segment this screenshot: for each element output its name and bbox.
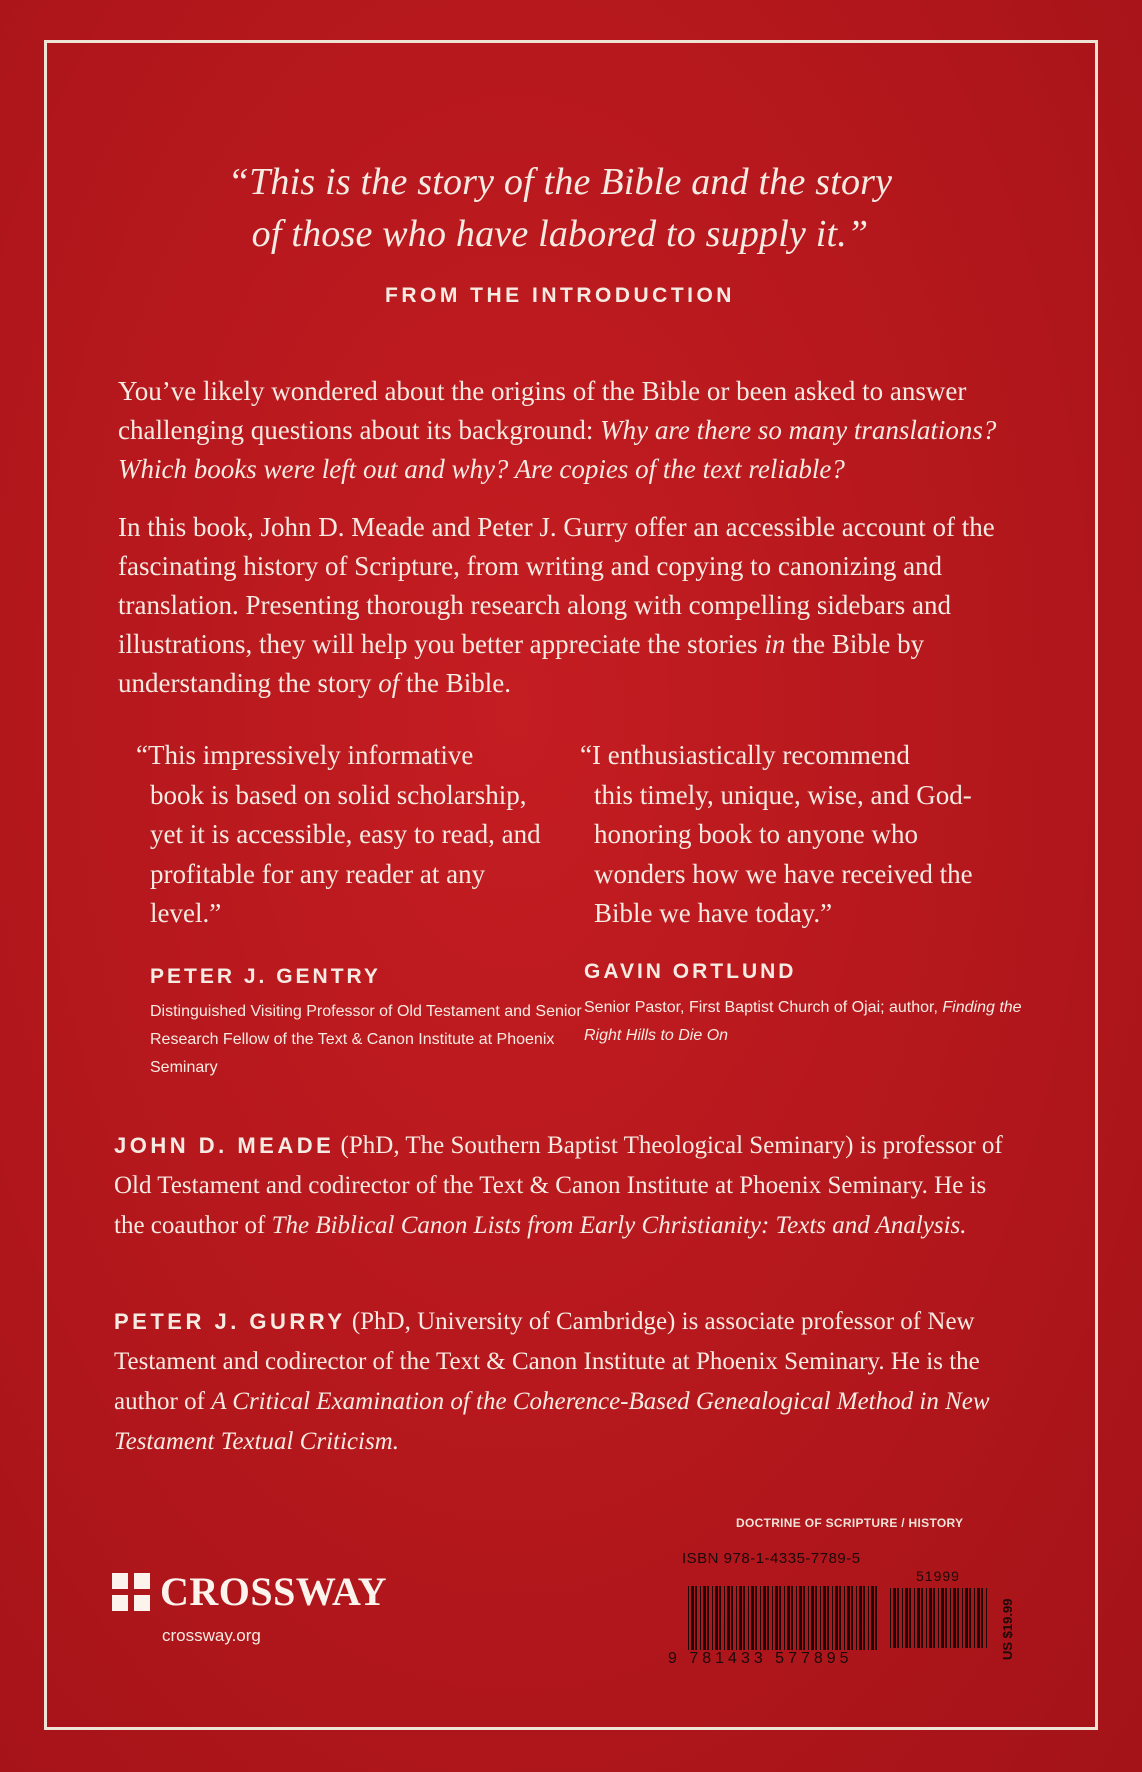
endorser-title-ortlund-text: Senior Pastor, First Baptist Church of Ojai; author,: [584, 999, 943, 1016]
barcode-bar: [715, 1586, 718, 1650]
barcode-bar: [763, 1586, 766, 1650]
barcode-bar: [736, 1586, 737, 1650]
barcode-bar: [695, 1586, 697, 1650]
barcode-bar: [724, 1586, 725, 1650]
barcode-bar: [751, 1586, 754, 1650]
barcode-bar: [827, 1586, 829, 1650]
barcode-bar: [820, 1586, 821, 1650]
publisher-url: crossway.org: [162, 1626, 261, 1645]
barcode-bar: [791, 1586, 793, 1650]
barcode-bar: [905, 1588, 908, 1648]
bisac-category: DOCTRINE OF SCRIPTURE / HISTORY: [736, 1516, 964, 1530]
barcode-bar: [941, 1588, 944, 1648]
endorser-title-gentry: Distinguished Visiting Professor of Old Testament and Senior Research Fellow of the Text & Canon Institute at Phoenix Seminary: [150, 1003, 582, 1076]
barcode-bar: [847, 1586, 850, 1650]
description-p2-text-b: the Bible by understanding the story: [118, 629, 925, 698]
barcode-bar: [945, 1588, 947, 1648]
barcode-bar: [743, 1586, 745, 1650]
barcode-bar: [688, 1586, 689, 1650]
barcode-bar: [844, 1586, 845, 1650]
barcode-bar: [902, 1588, 903, 1648]
barcode-bar: [727, 1586, 730, 1650]
description-p1-questions: Why are there so many translations? Which books were left out and why? Are copies of the text reliable?: [118, 415, 997, 484]
barcode-bar: [871, 1586, 874, 1650]
barcode-bar: [803, 1586, 805, 1650]
author-bio-meade: [114, 1126, 1014, 1246]
barcode-bar: [775, 1586, 778, 1650]
endorsement-quote-gentry: [136, 736, 556, 934]
publisher-logo: [112, 1568, 387, 1615]
barcode-bar: [719, 1586, 721, 1650]
barcode-bar: [981, 1588, 983, 1648]
publisher-name: CROSSWAY: [160, 1569, 388, 1614]
description-p2-in: in: [764, 629, 786, 659]
barcode-bar: [832, 1586, 833, 1650]
barcode-bar: [969, 1588, 971, 1648]
author-bio-meade-book: The Biblical Canon Lists from Early Christianity: Texts and Analysis.: [271, 1212, 967, 1239]
barcode-bar: [815, 1586, 817, 1650]
price-code: 51999: [916, 1568, 960, 1584]
barcode-bar: [926, 1588, 927, 1648]
author-bio-meade-text: (PhD, The Southern Baptist Theological Seminary) is professor of Old Testament and codirector of the Text & Canon Institute at Phoenix Seminary. He is the coauthor of: [114, 1132, 1003, 1239]
barcode-bar: [808, 1586, 809, 1650]
ean-digits: 9 781433 577895: [668, 1650, 853, 1667]
barcode-bar: [799, 1586, 802, 1650]
barcode-bar: [839, 1586, 841, 1650]
barcode-bar: [823, 1586, 826, 1650]
barcode-bar: [875, 1586, 877, 1650]
barcode-bar: [707, 1586, 709, 1650]
ean-barcode: [688, 1586, 878, 1650]
barcode-bar: [962, 1588, 963, 1648]
barcode-bar: [779, 1586, 781, 1650]
barcode-bar: [917, 1588, 920, 1648]
endorsement-ortlund-rest: this timely, unique, wise, and God-honoring book to anyone who wonders how we have received the Bible we have today.”: [594, 779, 973, 928]
barcode-bar: [953, 1588, 956, 1648]
endorsement-gentry-open: “This impressively informative: [136, 740, 474, 770]
barcode-bar: [977, 1588, 980, 1648]
featured-quote: [140, 156, 980, 260]
description-p2-of: of: [378, 668, 400, 698]
barcode-bar: [755, 1586, 757, 1650]
price-addon-barcode: [890, 1588, 990, 1648]
barcode-bar: [897, 1588, 899, 1648]
description-paragraph-2: [118, 508, 1028, 703]
barcode-bar: [835, 1586, 838, 1650]
barcode-bar: [893, 1588, 896, 1648]
author-bio-gurry-text: (PhD, University of Cambridge) is associate professor of New Testament and codirector of the Text & Canon Institute at Phoenix Seminary. He is the author of: [114, 1308, 980, 1415]
barcode-bar: [703, 1586, 706, 1650]
price-label: US $19.99: [1000, 1598, 1015, 1660]
endorser-name-gentry: PETER J. GENTRY: [150, 965, 381, 988]
barcode-bar: [856, 1586, 857, 1650]
barcode-bar: [986, 1588, 987, 1648]
barcode-bar: [787, 1586, 790, 1650]
author-bio-gurry-book: A Critical Examination of the Coherence-Based Genealogical Method in New Testament Textual Criticism.: [114, 1388, 990, 1455]
barcode-bar: [938, 1588, 939, 1648]
barcode-bar: [950, 1588, 951, 1648]
barcode-bar: [890, 1588, 891, 1648]
barcode-bar: [933, 1588, 935, 1648]
barcode-bar: [914, 1588, 915, 1648]
author-name-meade: JOHN D. MEADE: [114, 1133, 335, 1158]
barcode-bar: [796, 1586, 797, 1650]
isbn-label: ISBN 978-1-4335-7789-5: [682, 1550, 861, 1567]
barcode-bar: [974, 1588, 975, 1648]
barcode-bar: [731, 1586, 733, 1650]
barcode-bar: [868, 1586, 869, 1650]
endorser-title-ortlund: [584, 994, 1024, 1050]
featured-quote-line-2: of those who have labored to supply it.”: [251, 213, 869, 255]
barcode-bar: [784, 1586, 785, 1650]
barcode-bar: [909, 1588, 911, 1648]
endorsement-quote-ortlund: [580, 736, 1000, 934]
barcode-bar: [863, 1586, 865, 1650]
barcode-bar: [739, 1586, 742, 1650]
barcode-bar: [712, 1586, 713, 1650]
barcode-bar: [921, 1588, 923, 1648]
author-bio-gurry: [114, 1302, 1014, 1462]
barcode-bar: [957, 1588, 959, 1648]
barcode-bar: [772, 1586, 773, 1650]
featured-quote-line-1: “This is the story of the Bible and the story: [227, 161, 893, 203]
barcode-bar: [965, 1588, 968, 1648]
barcode-bar: [691, 1586, 694, 1650]
endorsement-ortlund-open: “I enthusiastically recommend: [580, 740, 910, 770]
description-p2-text-c: the Bible.: [399, 668, 511, 698]
barcode-bar: [748, 1586, 749, 1650]
crossway-cross-icon: [112, 1573, 150, 1611]
barcode-bar: [811, 1586, 814, 1650]
barcode-bar: [700, 1586, 701, 1650]
endorsement-gentry-rest: book is based on solid scholarship, yet it is accessible, easy to read, and profitable for any reader at any level.”: [150, 779, 541, 928]
description-p2-text-a: In this book, John D. Meade and Peter J. Gurry offer an accessible account of the fascinating history of Scripture, from writing and copying to canonizing and translation. Presenting thorough research along with compelling sidebars and illustrations, they will help you better appreciate the stories: [118, 512, 995, 659]
barcode-bar: [760, 1586, 761, 1650]
quote-attribution: FROM THE INTRODUCTION: [385, 284, 735, 307]
barcode-bar: [859, 1586, 862, 1650]
endorser-name-ortlund: GAVIN ORTLUND: [584, 960, 797, 983]
endorser-title-ortlund-book: Finding the Right Hills to Die On: [584, 999, 1022, 1044]
barcode-bar: [767, 1586, 769, 1650]
barcode-bar: [929, 1588, 932, 1648]
description-p1-text: You’ve likely wondered about the origins of the Bible or been asked to answer challenging questions about its background:: [118, 376, 967, 445]
author-name-gurry: PETER J. GURRY: [114, 1309, 346, 1334]
barcode-bar: [851, 1586, 853, 1650]
description-paragraph-1: [118, 372, 1028, 489]
